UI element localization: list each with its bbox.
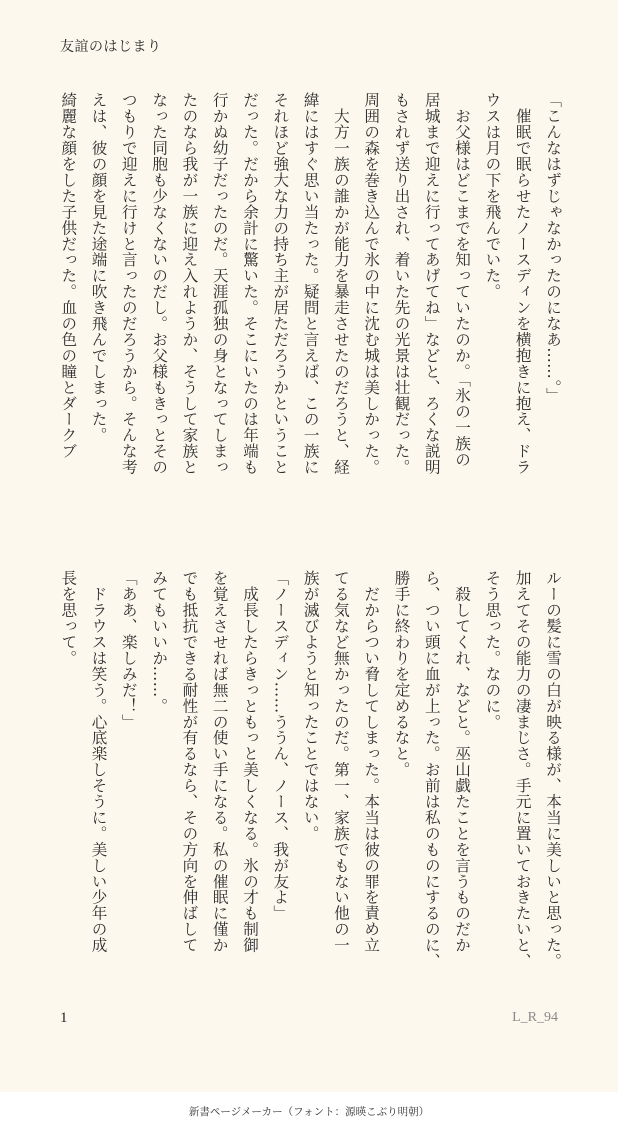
text-column: 族が滅びようと知ったことではない。: [301, 570, 320, 842]
upper-text-block: [48, 92, 568, 532]
text-column: なった同胞も少なくないのだし。お父様もきっとその: [150, 92, 169, 475]
text-column: を覚えさせれば無二の使い手になる。私の催眠に僅か: [210, 570, 229, 953]
text-column: 長を思って。: [59, 570, 78, 666]
text-column: てる気など無かったのだ。第一、家族でもない他の一: [331, 570, 350, 953]
footer-credit: 新書ページメーカー（フォント：源暎こぶり明朝）: [0, 1092, 618, 1132]
text-column: えは、彼の顔を見た途端に吹き飛んでしまった。: [89, 92, 108, 443]
text-column: 綺麗な顔をした子供だった。血の色の瞳とダークブ: [59, 92, 78, 459]
text-column: それほど強大な力の持ち主が居ただろうかということ: [271, 92, 290, 475]
text-column: 「ノースディン……ううん、ノース、我が友よ」: [271, 570, 290, 921]
text-column: ルーの髪に雪の白が映る様が、本当に美しいと思った。: [544, 570, 562, 969]
lower-text-block: [48, 570, 568, 1010]
text-column: そう思った。なのに。: [483, 570, 502, 730]
text-column: 勝手に終わりを定めるなと。: [392, 570, 411, 778]
text-column: 「ああ、楽しみだ！」: [119, 570, 138, 730]
text-column: 行かぬ幼子だったのだ。天涯孤独の身となってしまっ: [210, 92, 229, 475]
text-column: 大方一族の誰かが能力を暴走させたのだろうと、経: [331, 92, 350, 475]
text-column: 周囲の森を巻き込んで氷の中に沈む城は美しかった。: [362, 92, 381, 475]
text-column: 殺してくれ、などと。巫山戯たことを言うものだか: [453, 570, 472, 953]
text-column: みてもいいか……。: [150, 570, 169, 714]
text-column: もされず送り出され、着いた先の光景は壮観だった。: [392, 92, 411, 475]
text-column: お父様はどこまでを知っていたのか。「氷の一族の: [453, 92, 472, 467]
text-column: だからつい脅してしまった。本当は彼の罪を責め立: [362, 570, 381, 953]
page-number: 1: [60, 1010, 68, 1026]
text-column: 催眠で眠らせたノースディンを横抱きに抱え、ドラ: [513, 92, 532, 475]
text-column: つもりで迎えに行けと言ったのだろうから。そんな考: [119, 92, 138, 475]
text-column: 加えてその能力の凄まじさ。手元に置いておきたいと、: [513, 570, 532, 969]
text-column: ドラウスは笑う。心底楽しそうに。美しい少年の成: [89, 570, 108, 953]
running-header-title: 友誼のはじまり: [60, 39, 162, 55]
text-column: でも抵抗できる耐性が有るなら、その方向を伸ばして: [180, 570, 199, 953]
text-column: だった。だから余計に驚いた。そこにいたのは年端も: [241, 92, 260, 475]
text-column: ウスは月の下を飛んでいた。: [483, 92, 502, 300]
text-column: たのなら我が一族に迎え入れようか、そうして家族と: [180, 92, 199, 475]
text-column: 「こんなはずじゃなかったのになあ……。」: [544, 92, 562, 404]
text-column: 緯にはすぐ思い当たった。疑問と言えば、この一族に: [301, 92, 320, 475]
page-code: L_R_94: [512, 1010, 558, 1025]
text-column: ら、つい頭に血が上った。お前は私のものにするのに、: [422, 570, 441, 969]
text-column: 成長したらきっともっと美しくなる。氷の才も制御: [241, 570, 260, 953]
text-column: 居城まで迎えに行ってあげてね」などと、ろくな説明: [422, 92, 441, 475]
